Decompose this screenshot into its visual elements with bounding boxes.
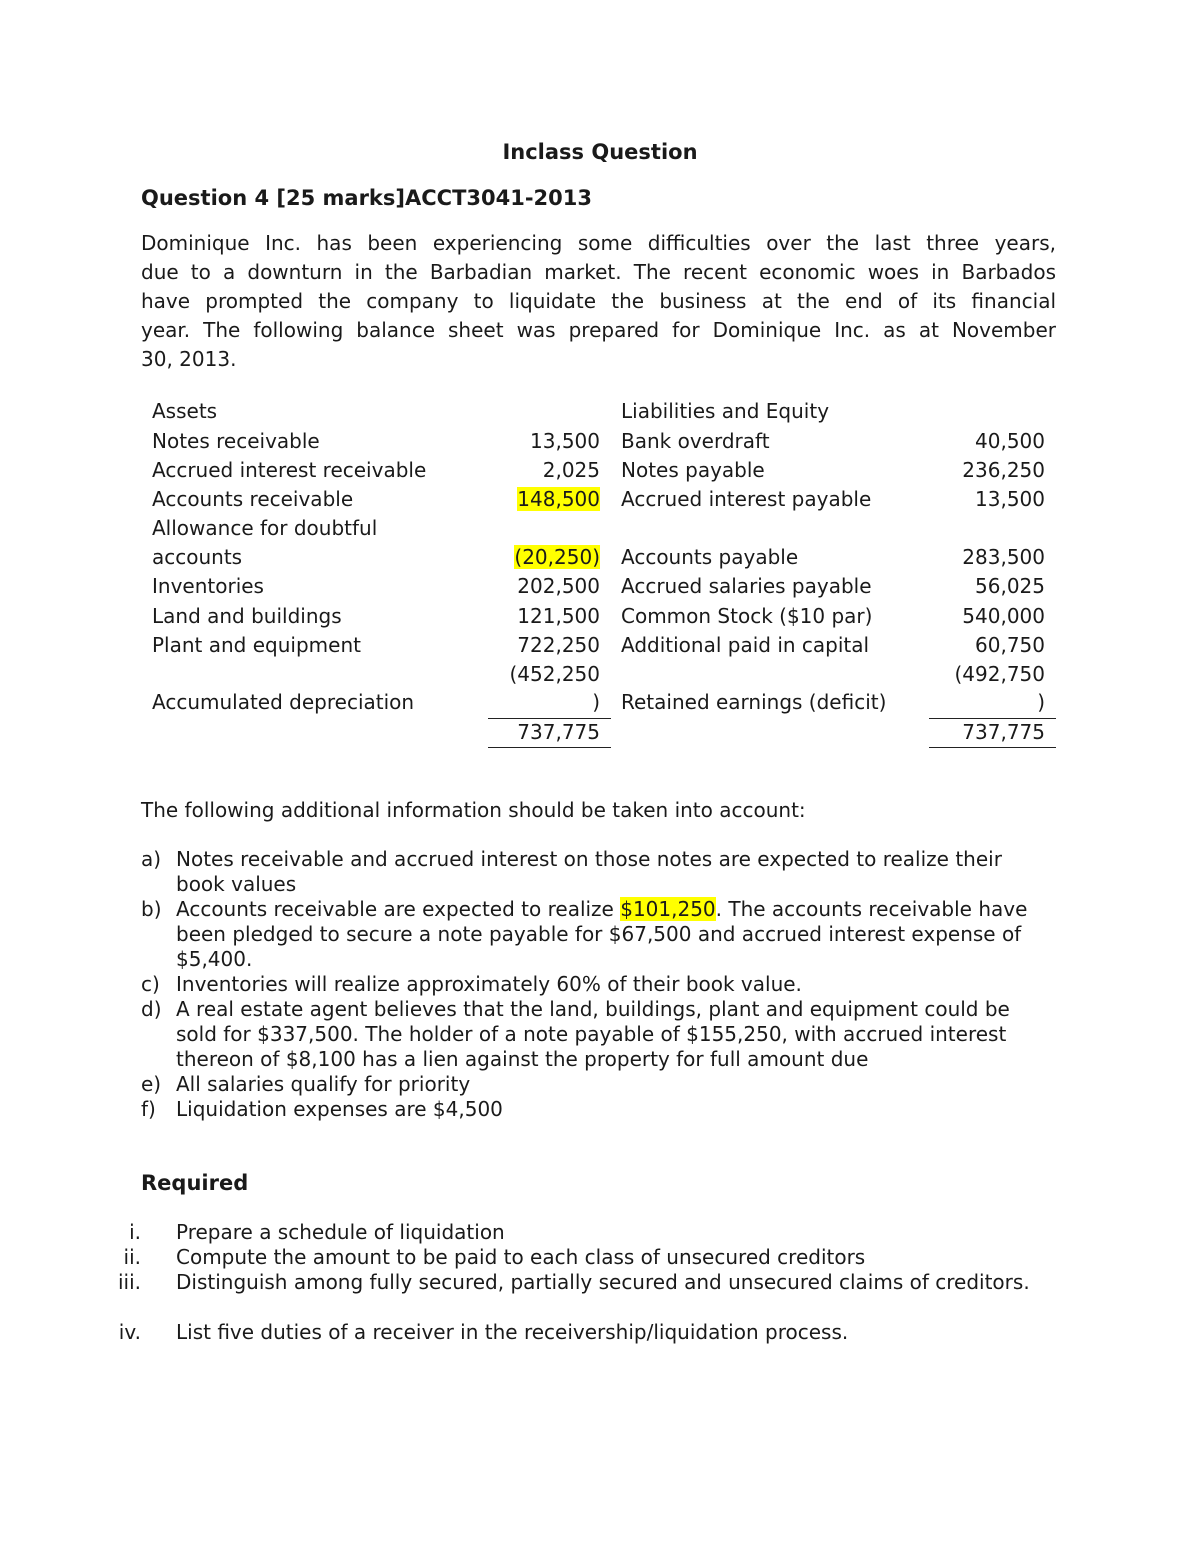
liability-label: Retained earnings (deficit)	[621, 690, 887, 714]
liability-value: )	[1037, 690, 1045, 714]
list-marker: b)	[141, 897, 162, 921]
asset-label: Inventories	[152, 574, 264, 598]
list-item-text: All salaries qualify for priority	[176, 1072, 471, 1096]
list-marker: a)	[141, 847, 162, 871]
intro-line: year. The following balance sheet was prepared for Dominique Inc. as at November	[141, 318, 1056, 342]
asset-label: Accrued interest receivable	[152, 458, 427, 482]
liability-value: 13,500	[975, 487, 1045, 511]
list-marker: f)	[141, 1097, 156, 1121]
asset-value: 202,500	[517, 574, 600, 598]
list-marker: iv.	[118, 1320, 141, 1344]
total-rule	[488, 747, 611, 748]
subtotal-rule	[929, 718, 1056, 719]
list-marker: ii.	[123, 1245, 141, 1269]
liability-label: Common Stock ($10 par)	[621, 604, 873, 628]
liability-value: 60,750	[975, 633, 1045, 657]
list-item-text: List five duties of a receiver in the receivership/liquidation process.	[176, 1320, 849, 1344]
intro-line: have prompted the company to liquidate the business at the end of its financial	[141, 289, 1056, 313]
asset-value: 13,500	[530, 429, 600, 453]
list-marker: i.	[129, 1220, 141, 1244]
list-item-text: Inventories will realize approximately 60% of their book value.	[176, 972, 802, 996]
liability-label: Accounts payable	[621, 545, 799, 569]
liability-label: Bank overdraft	[621, 429, 770, 453]
list-item-text: Prepare a schedule of liquidation	[176, 1220, 505, 1244]
additional-info-list	[141, 847, 1056, 1127]
liability-value: (492,750	[954, 662, 1045, 686]
intro-line: due to a downturn in the Barbadian market. The recent economic woes in Barbados	[141, 260, 1056, 284]
asset-label: Notes receivable	[152, 429, 320, 453]
list-marker: c)	[141, 972, 160, 996]
liability-value: 40,500	[975, 429, 1045, 453]
asset-value-highlighted	[514, 545, 600, 569]
liabilities-total: 737,775	[962, 720, 1045, 744]
list-item-text: Liquidation expenses are $4,500	[176, 1097, 503, 1121]
liability-value: 56,025	[975, 574, 1045, 598]
additional-info-heading: The following additional information should be taken into account:	[141, 798, 806, 822]
liability-label: Accrued interest payable	[621, 487, 872, 511]
page-title: Inclass Question	[502, 140, 698, 164]
intro-paragraph	[141, 229, 1056, 374]
asset-label: Allowance for doubtful	[152, 516, 378, 540]
list-item-text: Compute the amount to be paid to each class of unsecured creditors	[176, 1245, 866, 1269]
asset-value: )	[592, 690, 600, 714]
asset-value: 121,500	[517, 604, 600, 628]
list-marker: e)	[141, 1072, 162, 1096]
liability-label: Accrued salaries payable	[621, 574, 872, 598]
liability-value: 540,000	[962, 604, 1045, 628]
intro-line: 30, 2013.	[141, 347, 237, 371]
asset-label: Accounts receivable	[152, 487, 354, 511]
text-segment: . The accounts receivable have been pledged to secure a note payable for $67,500 and accrued interest expense of $5,400.	[176, 897, 1028, 971]
question-heading: Question 4 [25 marks]ACCT3041-2013	[141, 186, 593, 210]
assets-total: 737,775	[517, 720, 600, 744]
asset-label: Accumulated depreciation	[152, 690, 415, 714]
list-item-text	[176, 897, 1056, 972]
asset-label: accounts	[152, 545, 243, 569]
asset-label: Plant and equipment	[152, 633, 361, 657]
liabilities-heading: Liabilities and Equity	[621, 399, 830, 423]
list-item-text: Distinguish among fully secured, partially secured and unsecured claims of creditors.	[176, 1270, 1030, 1294]
required-heading: Required	[141, 1171, 249, 1195]
asset-value-highlighted	[517, 487, 600, 511]
intro-line: Dominique Inc. has been experiencing some difficulties over the last three years,	[141, 231, 1056, 255]
list-item-text: A real estate agent believes that the land, buildings, plant and equipment could be sold for $337,500. The holder of a note payable of $155,250, with accrued interest thereon of $8,100 has a lien against the property for full amount due	[176, 997, 1010, 1071]
total-rule	[929, 747, 1056, 748]
list-item-text: Notes receivable and accrued interest on those notes are expected to realize their book values	[176, 847, 1002, 896]
liability-value: 283,500	[962, 545, 1045, 569]
text-segment: Accounts receivable are expected to realize	[176, 897, 621, 921]
liability-value: 236,250	[962, 458, 1045, 482]
asset-value: (452,250	[509, 662, 600, 686]
list-marker: iii.	[117, 1270, 141, 1294]
asset-value: 2,025	[542, 458, 600, 482]
list-marker: d)	[141, 997, 162, 1021]
required-list	[117, 1220, 1056, 1350]
highlight: (20,250)	[514, 545, 600, 569]
subtotal-rule	[488, 718, 611, 719]
liability-label: Additional paid in capital	[621, 633, 870, 657]
highlight: $101,250	[620, 897, 716, 921]
liability-label: Notes payable	[621, 458, 765, 482]
asset-value: 722,250	[517, 633, 600, 657]
highlight: 148,500	[517, 487, 600, 511]
asset-label: Land and buildings	[152, 604, 342, 628]
assets-heading: Assets	[152, 399, 218, 423]
